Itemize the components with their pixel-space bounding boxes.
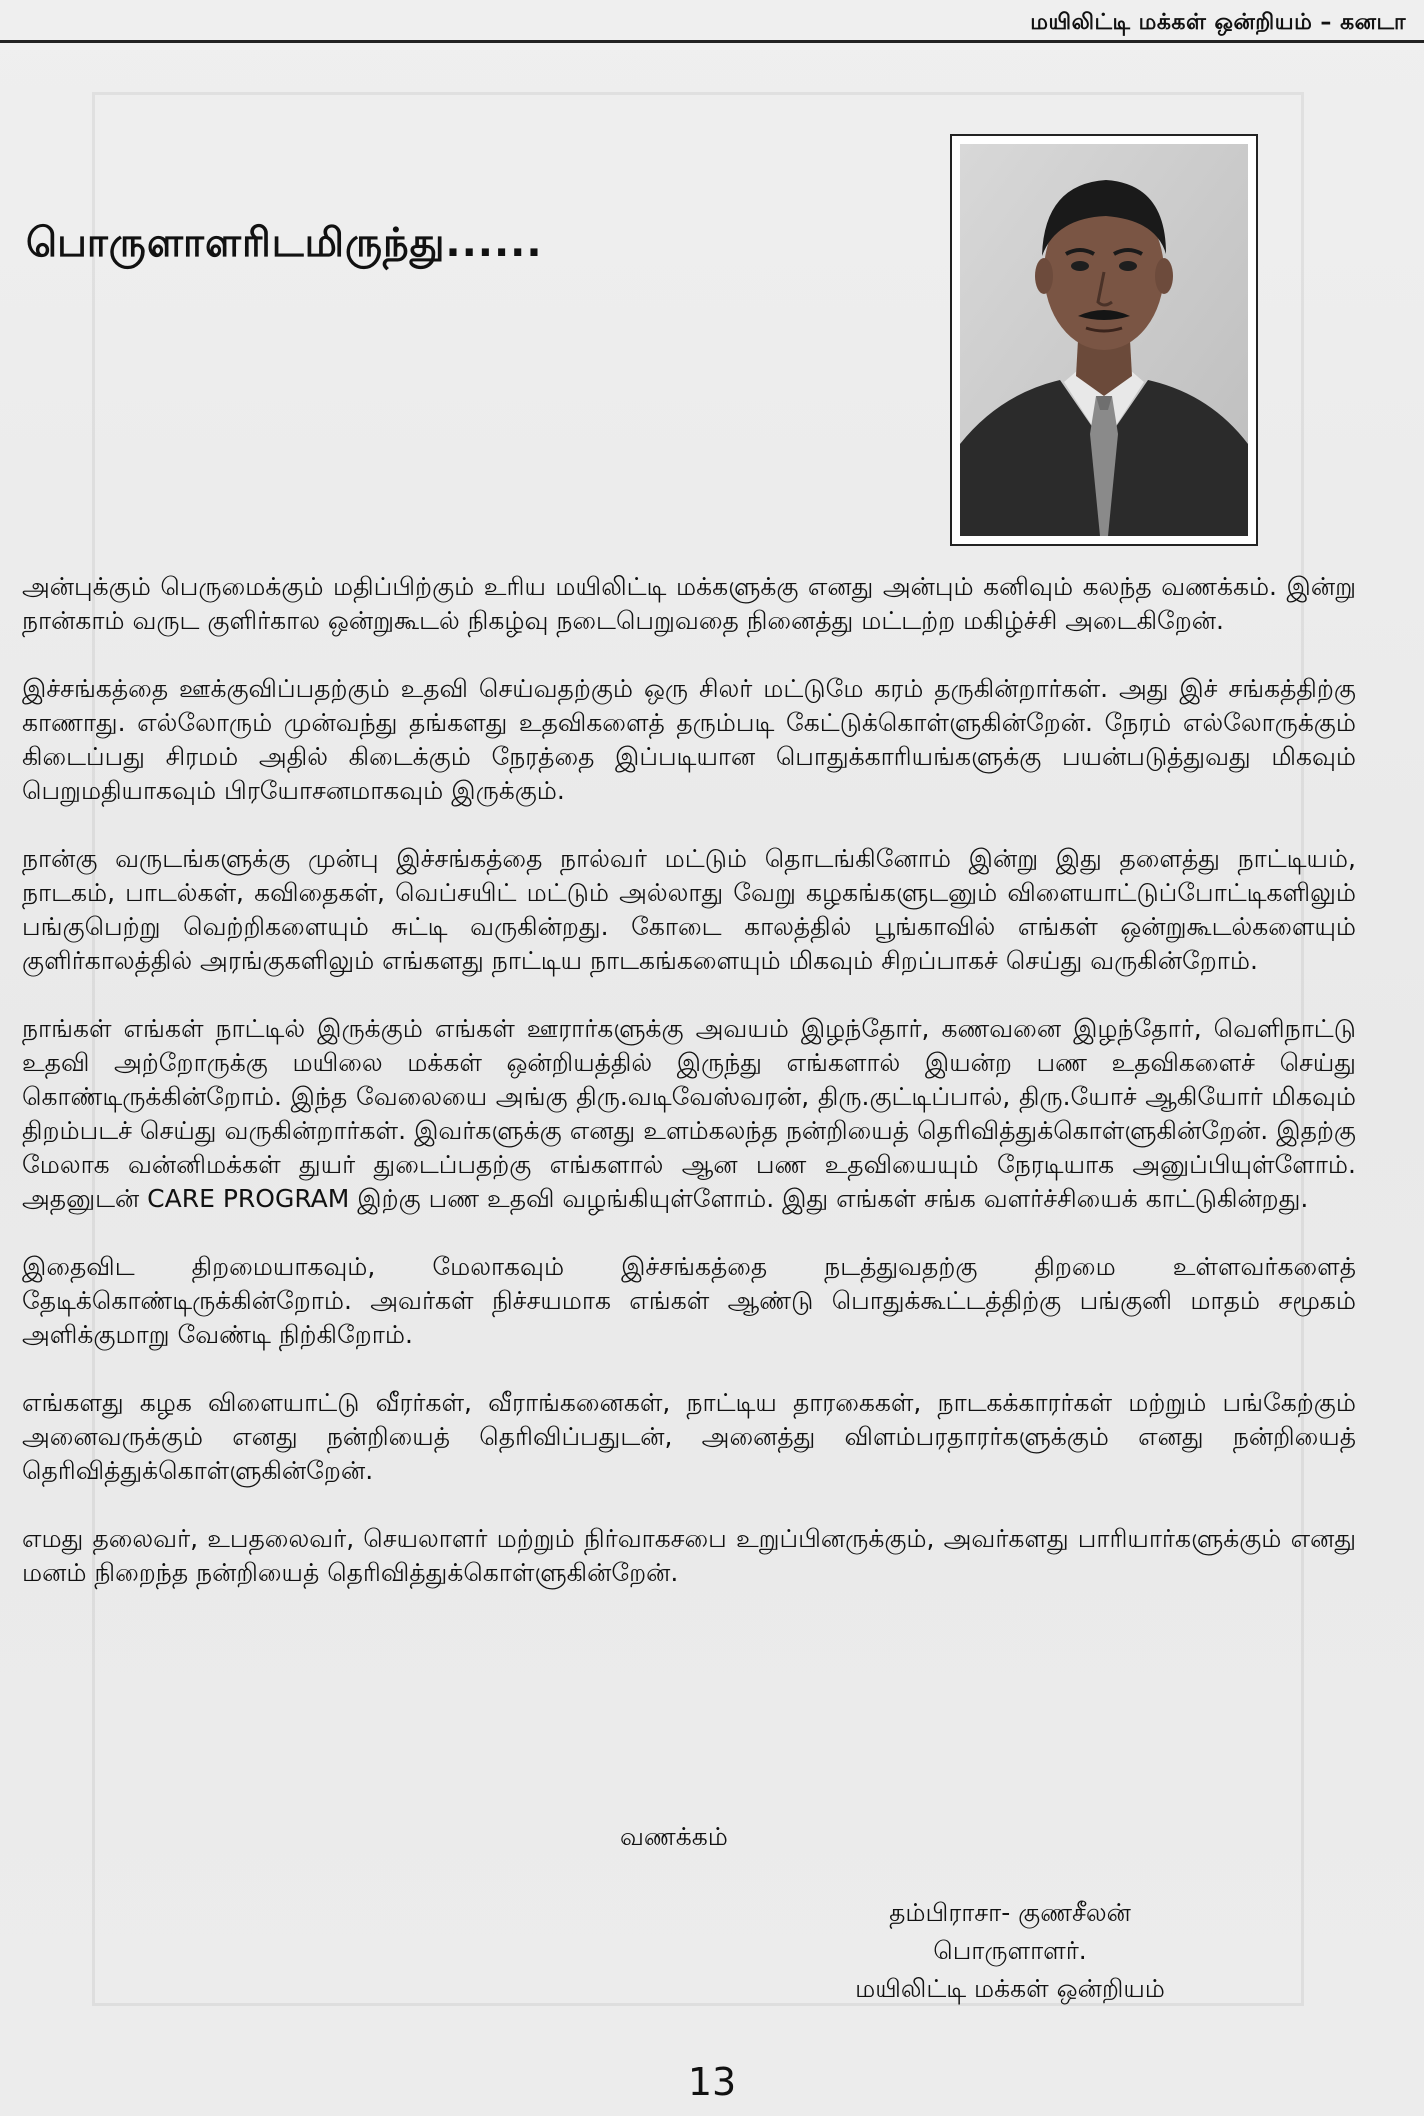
paragraph: இச்சங்கத்தை ஊக்குவிப்பதற்கும் உதவி செய்வதற்கும் ஒரு சிலர் மட்டுமே கரம் தருகின்றார்கள். அது இச் சங்கத்திற்கு காணாது. எல்லோரும் முன்வந்து தங்களது உதவிகளைத் தரும்படி கேட்டுக்கொள்ளுகின்றேன். நேரம் எல்லோருக்கும் கிடைப்பது சிரமம் அதில் கிடைக்கும் நேரத்தை இப்படியான பொதுக்காரியங்களுக்கு பயன்படுத்துவது மிகவும் பெறுமதியாகவும் பிரயோசனமாகவும் இருக்கும். bbox=[22, 674, 1356, 805]
signature-block bbox=[760, 1894, 1260, 2008]
paragraph: அன்புக்கும் பெருமைக்கும் மதிப்பிற்கும் உரிய மயிலிட்டி மக்களுக்கு எனது அன்பும் கனிவும் கலந்த வணக்கம். இன்று நான்காம் வருட குளிர்கால ஒன்றுகூடல் நிகழ்வு நடைபெறுவதை நினைத்து மட்டற்ற மகிழ்ச்சி அடைகிறேன். bbox=[22, 572, 1356, 635]
signatory-name: தம்பிராசா- குணசீலன் bbox=[889, 1898, 1131, 1927]
portrait-image bbox=[960, 144, 1248, 536]
signatory-organization: மயிலிட்டி மக்கள் ஒன்றியம் bbox=[855, 1974, 1165, 2003]
paragraph: எங்களது கழக விளையாட்டு வீரர்கள், வீராங்கனைகள், நாட்டிய தாரகைகள், நாடகக்காரர்கள் மற்றும் பங்கேற்கும் அனைவருக்கும் எனது நன்றியைத் தெரிவிப்பதுடன், அனைத்து விளம்பரதாரர்களுக்கும் எனது நன்றியைத் தெரிவித்துக்கொள்ளுகின்றேன். bbox=[22, 1388, 1356, 1485]
running-header bbox=[0, 0, 1424, 42]
signatory-role: பொருளாளர். bbox=[933, 1936, 1087, 1965]
header-title: மயிலிட்டி மக்கள் ஒன்றியம் – கனடா bbox=[1030, 10, 1406, 35]
portrait-photo bbox=[950, 134, 1258, 546]
page-number: 13 bbox=[687, 2060, 737, 2104]
article-title: பொருளாளரிடமிருந்து...... bbox=[26, 220, 543, 266]
header-rule bbox=[0, 40, 1424, 43]
paragraph: எமது தலைவர், உபதலைவர், செயலாளர் மற்றும் நிர்வாகசபை உறுப்பினருக்கும், அவர்களது பாரியார்களுக்கும் எனது மனம் நிறைந்த நன்றியைத் தெரிவித்துக்கொள்ளுகின்றேன். bbox=[22, 1524, 1356, 1587]
paragraph: நான்கு வருடங்களுக்கு முன்பு இச்சங்கத்தை நால்வர் மட்டும் தொடங்கினோம் இன்று இது தளைத்து நாட்டியம், நாடகம், பாடல்கள், கவிதைகள், வெப்சயிட் மட்டும் அல்லாது வேறு கழகங்களுடனும் விளையாட்டுப்போட்டிகளிலும் பங்குபெற்று வெற்றிகளையும் சுட்டி வருகின்றது. கோடை காலத்தில் பூங்காவில் எங்கள் ஒன்றுகூடல்களையும் குளிர்காலத்தில் அரங்குகளிலும் எங்களது நாட்டிய நாடகங்களையும் மிகவும் சிறப்பாகச் செய்து வருகின்றோம். bbox=[22, 844, 1356, 975]
closing-greeting: வணக்கம் bbox=[620, 1822, 728, 1851]
paragraph: இதைவிட திறமையாகவும், மேலாகவும் இச்சங்கத்தை நடத்துவதற்கு திறமை உள்ளவர்களைத் தேடிக்கொண்டிருக்கின்றோம். அவர்கள் நிச்சயமாக எங்கள் ஆண்டு பொதுக்கூட்டத்திற்கு பங்குனி மாதம் சமூகம் அளிக்குமாறு வேண்டி நிற்கிறோம். bbox=[22, 1252, 1356, 1349]
paragraph: நாங்கள் எங்கள் நாட்டில் இருக்கும் எங்கள் ஊரார்களுக்கு அவயம் இழந்தோர், கணவனை இழந்தோர், வெளிநாட்டு உதவி அற்றோருக்கு மயிலை மக்கள் ஒன்றியத்தில் இருந்து எங்களால் இயன்ற பண உதவிகளைச் செய்து கொண்டிருக்கின்றோம். இந்த வேலையை அங்கு திரு.வடிவேஸ்வரன், திரு.குட்டிப்பால், திரு.யோச் ஆகியோர் மிகவும் திறம்படச் செய்து வருகின்றார்கள். இவர்களுக்கு எனது உளம்கலந்த நன்றியைத் தெரிவித்துக்கொள்ளுகின்றேன். இதற்கு மேலாக வன்னிமக்கள் துயர் துடைப்பதற்கு எங்களால் ஆன பண உதவியையும் நேரடியாக அனுப்பியுள்ளோம். அதனுடன் CARE PROGRAM இற்கு பண உதவி வழங்கியுள்ளோம். இது எங்கள் சங்க வளர்ச்சியைக் காட்டுகின்றது. bbox=[22, 1014, 1356, 1213]
article-body bbox=[22, 570, 1356, 1624]
